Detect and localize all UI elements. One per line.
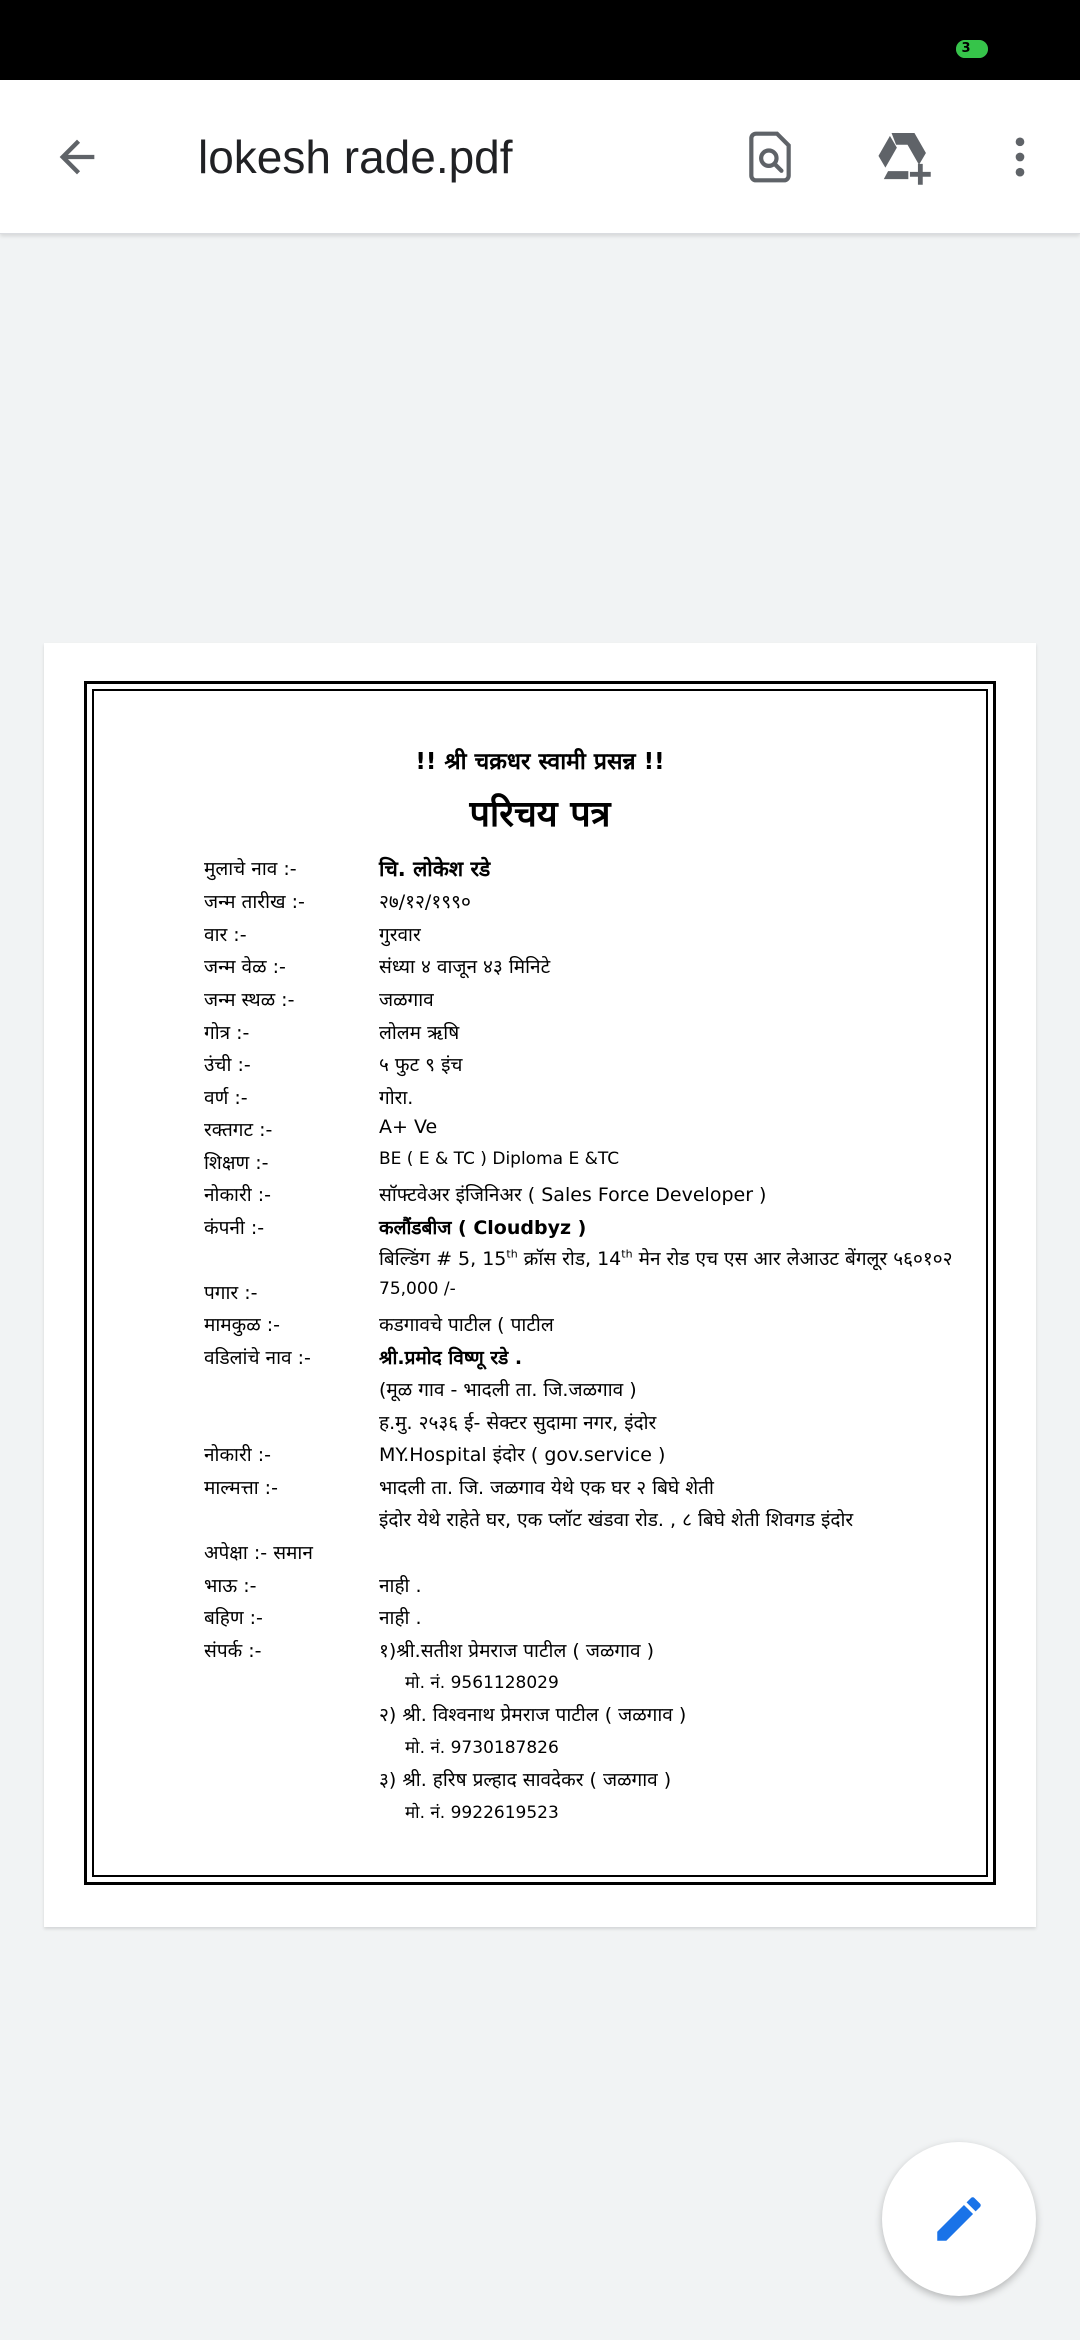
- page-border: [84, 681, 996, 1885]
- detail-value: MY.Hospital इंदोर ( gov.service ): [379, 1444, 666, 1466]
- detail-value: गोरा.: [379, 1087, 414, 1109]
- detail-value: कडगावचे पाटील ( पाटील: [379, 1314, 554, 1336]
- detail-value: १)श्री.सतीश प्रेमराज पाटील ( जळगाव ): [379, 1640, 655, 1662]
- detail-label: वर्ण :-: [204, 1087, 248, 1109]
- detail-value: नाही .: [379, 1607, 422, 1629]
- edit-pencil-icon: [930, 2190, 988, 2248]
- contact-2: २) श्री. विश्वनाथ प्रेमराज पाटील ( जळगाव ): [379, 1704, 687, 1726]
- property-continued: इंदोर येथे राहेते घर, एक प्लॉट खंडवा रोड. , ८ बिघे शेती शिवगड इंदोर: [379, 1509, 854, 1531]
- search-in-document-icon: [742, 129, 798, 185]
- address-part: क्रॉस रोड, 14: [517, 1248, 622, 1270]
- contact-3-mobile: मो. नं. 9922619523: [405, 1803, 559, 1823]
- detail-label: वडिलांचे नाव :-: [204, 1347, 311, 1369]
- document-title: lokesh rade.pdf: [198, 131, 513, 183]
- contact-3: ३) श्री. हरिष प्रल्हाद सावदेकर ( जळगाव ): [379, 1769, 672, 1791]
- detail-label: मामकुळ :-: [204, 1314, 280, 1336]
- battery-icon: [956, 40, 988, 58]
- detail-label: जन्म तारीख :-: [204, 891, 305, 913]
- detail-label: माल्मत्ता :-: [204, 1477, 278, 1499]
- detail-label: नोकारी :-: [204, 1184, 271, 1206]
- detail-label: मुलाचे नाव :-: [204, 858, 297, 880]
- detail-value: ५ फुट ९ इंच: [379, 1054, 463, 1076]
- detail-label: अपेक्षा :- समान: [204, 1542, 313, 1564]
- detail-value: नाही .: [379, 1575, 422, 1597]
- detail-value: सॉफ्टवेअर इंजिनिअर ( Sales Force Developer ): [379, 1184, 767, 1206]
- detail-value: A+ Ve: [379, 1116, 438, 1138]
- detail-value: कलौंडबीज ( Cloudbyz ): [379, 1217, 587, 1239]
- find-in-document-button[interactable]: [720, 107, 820, 207]
- detail-label: गोत्र :-: [204, 1022, 250, 1044]
- detail-value: भादली ता. जि. जळगाव येथे एक घर २ बिघे शेती: [379, 1477, 714, 1499]
- detail-label: जन्म वेळ :-: [204, 956, 286, 978]
- detail-label: पगार :-: [204, 1282, 258, 1304]
- ordinal-suffix: th: [621, 1247, 633, 1261]
- detail-label: भाऊ :-: [204, 1575, 257, 1597]
- detail-label: जन्म स्थळ :-: [204, 989, 295, 1011]
- add-to-drive-icon: [871, 125, 935, 189]
- ordinal-suffix: th: [506, 1247, 518, 1261]
- detail-value: २७/१२/१९९०: [379, 891, 471, 913]
- edit-button[interactable]: [882, 2142, 1036, 2296]
- detail-label: रक्तगट :-: [204, 1119, 273, 1141]
- back-button[interactable]: [27, 107, 127, 207]
- arrow-back-icon: [51, 131, 103, 183]
- detail-value: संध्या ४ वाजून ४३ मिनिटे: [379, 956, 551, 978]
- current-address: ह.मु. २५३६ ई- सेक्टर सुदामा नगर, इंदोर: [379, 1412, 657, 1434]
- address-part: मेन रोड एच एस आर लेआउट बेंगलूर ५६०१०२: [632, 1248, 953, 1270]
- detail-value: 75,000 /-: [379, 1279, 456, 1299]
- app-bar: [0, 80, 1080, 234]
- battery-level: 3: [961, 41, 971, 56]
- more-vert-icon: [994, 131, 1046, 183]
- status-bar: [0, 0, 1080, 80]
- detail-value: BE ( E & TC ) Diploma E &TC: [379, 1149, 620, 1169]
- detail-label: कंपनी :-: [204, 1217, 265, 1239]
- contact-2-mobile: मो. नं. 9730187826: [405, 1738, 559, 1758]
- document-heading: परिचय पत्र: [469, 794, 611, 835]
- detail-label: नोकारी :-: [204, 1444, 271, 1466]
- more-options-button[interactable]: [970, 107, 1070, 207]
- add-to-drive-button[interactable]: [853, 107, 953, 207]
- blessing-header: !! श्री चक्रधर स्वामी प्रसन्न !!: [415, 749, 665, 775]
- contact-1-mobile: मो. नं. 9561128029: [405, 1673, 559, 1693]
- detail-value: चि. लोकेश रडे: [379, 857, 491, 881]
- detail-value: लोलम ऋषि: [379, 1022, 460, 1044]
- detail-value: गुरवार: [379, 924, 421, 946]
- address-part: बिल्डिंग # 5, 15: [379, 1248, 507, 1270]
- detail-value: श्री.प्रमोद विष्णू रडे .: [379, 1347, 523, 1369]
- detail-value: जळगाव: [379, 989, 434, 1011]
- detail-label: शिक्षण :-: [204, 1152, 269, 1174]
- native-place: (मूळ गाव - भादली ता. जि.जळगाव ): [379, 1379, 637, 1401]
- company-address: [379, 1245, 953, 1271]
- detail-label: संपर्क :-: [204, 1640, 262, 1662]
- detail-label: वार :-: [204, 924, 247, 946]
- detail-label: उंची :-: [204, 1054, 251, 1076]
- detail-label: बहिण :-: [204, 1607, 263, 1629]
- pdf-page[interactable]: [44, 643, 1036, 1927]
